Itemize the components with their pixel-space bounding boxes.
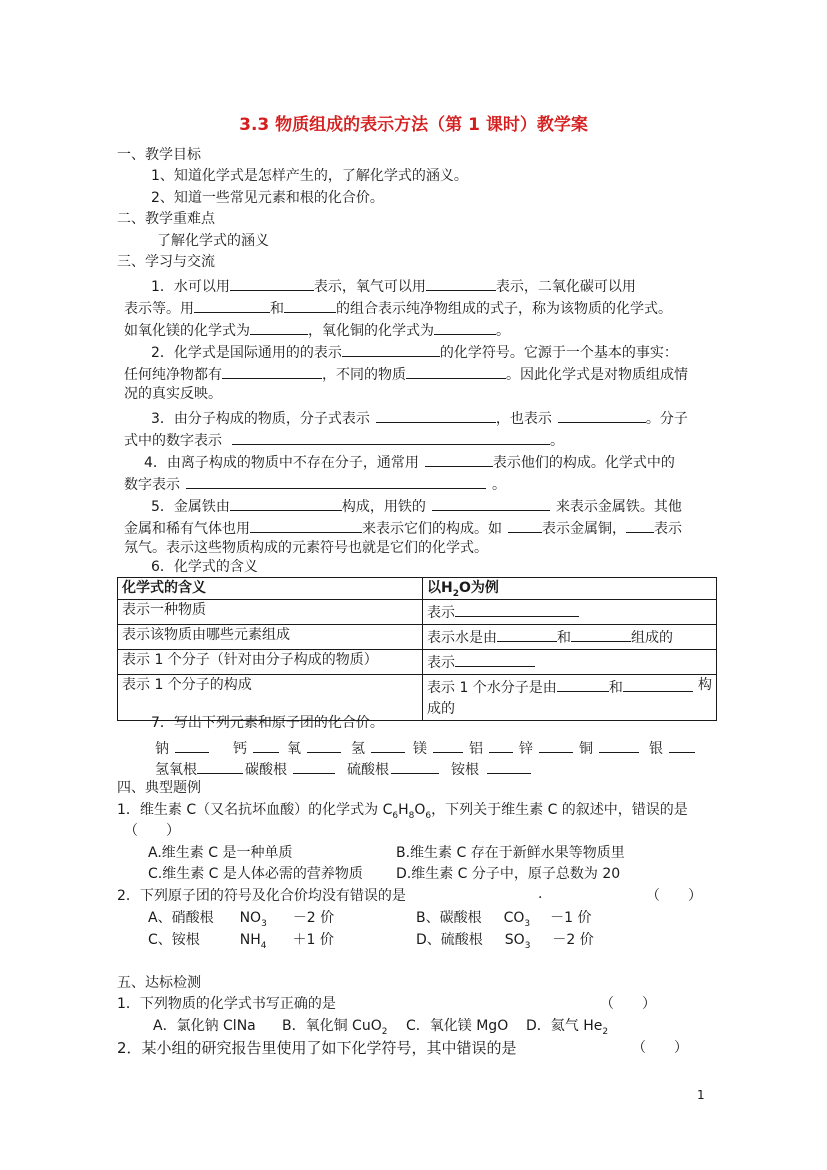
option-d[interactable]: D．氦气 $He_2$	[526, 1018, 609, 1037]
fill-blank[interactable]	[376, 406, 496, 423]
fill-blank[interactable]	[626, 516, 654, 533]
table-header-cell: 化学式的含义	[118, 578, 423, 600]
study-paragraph-4-line: 数字表示 。	[124, 472, 506, 492]
element-label: 钠	[155, 741, 169, 757]
fill-blank[interactable]	[571, 625, 631, 642]
fill-blank[interactable]	[222, 362, 322, 379]
option-a[interactable]: A．氯化钠 ClNa	[153, 1018, 256, 1034]
valence-groups-line	[155, 757, 531, 777]
section-heading-key-points: 二、教学重难点	[117, 211, 215, 227]
answer-paren: （ ）	[600, 996, 656, 1012]
study-paragraph-1-line: 如氧化镁的化学式为 ，氧化铜的化学式为 。	[124, 318, 510, 338]
option-d[interactable]: D.维生素 C 分子中，原子总数为 20	[396, 866, 621, 882]
answer-paren: （ ）	[646, 888, 702, 904]
table-header-cell: 以$H_2O$为例	[423, 578, 717, 600]
study-paragraph-4-line: 4．由离子构成的物质中不存在分子，通常用 表示他们的构成。化学式中的	[144, 450, 675, 470]
fill-blank[interactable]	[508, 516, 542, 533]
formula-meaning-table	[117, 577, 717, 721]
fill-blank[interactable]	[434, 318, 496, 335]
section-heading-examples: 四、典型题例	[117, 780, 201, 796]
table-cell: 表示 1 个分子（针对由分子构成的物质）	[118, 650, 423, 675]
element-label: 氧	[287, 741, 301, 757]
fill-blank[interactable]	[284, 296, 336, 313]
fill-blank[interactable]	[558, 406, 646, 423]
assessment-question-1-stem: 1．下列物质的化学式书写正确的是	[117, 996, 336, 1012]
option-c[interactable]: C、铵根 $NH_4 +1$ 价	[148, 932, 334, 951]
fill-blank[interactable]	[250, 516, 362, 533]
fill-blank[interactable]	[455, 650, 535, 667]
table-cell: 表示一种物质	[118, 600, 423, 625]
key-point-text: 了解化学式的涵义	[157, 233, 269, 249]
group-label: 铵根	[451, 762, 479, 778]
fill-blank[interactable]	[455, 600, 579, 617]
answer-paren: （ ）	[632, 1040, 688, 1056]
study-paragraph-5-line: 金属和稀有气体也用 来表示它们的构成。如 表示金属铜， 表示	[124, 516, 682, 536]
option-c[interactable]: C．氧化镁 MgO	[406, 1018, 509, 1034]
option-b[interactable]: B、碳酸根 $CO_3 -1$ 价	[416, 910, 592, 929]
fill-blank[interactable]	[197, 757, 243, 774]
fill-blank[interactable]	[539, 736, 573, 753]
page-number: 1	[697, 1088, 705, 1102]
fill-blank[interactable]	[230, 274, 314, 291]
formula-meaning-heading: 6．化学式的含义	[151, 559, 258, 575]
element-label: 锌	[519, 741, 533, 757]
fill-blank[interactable]	[425, 450, 493, 467]
fill-blank[interactable]	[426, 274, 496, 291]
table-row	[118, 650, 717, 675]
fill-blank[interactable]	[406, 362, 506, 379]
study-paragraph-1-line: 1．水可以用 表示，氧气可以用 表示，二氧化碳可以用	[151, 274, 636, 294]
fill-blank[interactable]	[489, 736, 513, 753]
option-a[interactable]: A、硝酸根 $NO_3 -2$ 价	[148, 910, 335, 929]
study-paragraph-2-line: 2．化学式是国际通用的的表示 的化学符号。它源于一个基本的事实：	[151, 340, 678, 360]
answer-paren: （ ）	[124, 823, 180, 839]
stray-dot: .	[538, 886, 543, 902]
element-label: 银	[649, 741, 663, 757]
fill-blank[interactable]	[253, 736, 279, 753]
fill-blank[interactable]	[623, 675, 693, 692]
fill-blank[interactable]	[232, 428, 550, 445]
element-label: 钙	[233, 741, 247, 757]
fill-blank[interactable]	[599, 736, 639, 753]
fill-blank[interactable]	[230, 494, 342, 511]
objective-item: 1、知道化学式是怎样产生的，了解化学式的涵义。	[151, 168, 468, 184]
section-heading-objectives: 一、教学目标	[117, 147, 201, 163]
example-question-1-stem: 1．维生素 C（又名抗坏血酸）的化学式为 $C_6H_8O_6$，下列关于维生素 C 的叙述中，错误的是	[117, 802, 688, 821]
assessment-question-2-stem: 2．某小组的研究报告里使用了如下化学符号，其中错误的是	[117, 1039, 517, 1057]
example-question-2-stem: 2．下列原子团的符号及化合价均没有错误的是	[117, 888, 406, 904]
fill-blank[interactable]	[669, 736, 695, 753]
section-heading-assessment: 五、达标检测	[117, 975, 201, 991]
element-label: 镁	[413, 741, 427, 757]
option-d[interactable]: D、硫酸根 $SO_3 -2$ 价	[416, 932, 594, 951]
study-paragraph-1-line: 表示等。用 和 的组合表示纯净物组成的式子，称为该物质的化学式。	[124, 296, 672, 316]
group-label: 硫酸根	[347, 762, 389, 778]
study-paragraph-5-line: 氖气。表示这些物质构成的元素符号也就是它们的化学式。	[124, 540, 488, 556]
fill-blank[interactable]	[194, 296, 270, 313]
fill-blank[interactable]	[391, 757, 439, 774]
objective-item: 2、知道一些常见元素和根的化合价。	[151, 190, 384, 206]
table-row	[118, 625, 717, 650]
table-cell: 表示水是由 和 组成的	[423, 625, 717, 650]
valence-question-heading: 7．写出下列元素和原子团的化合价。	[151, 715, 384, 731]
study-paragraph-3-line: 式中的数字表示 。	[124, 428, 564, 448]
section-heading-study: 三、学习与交流	[117, 254, 215, 270]
fill-blank[interactable]	[342, 340, 440, 357]
option-c[interactable]: C.维生素 C 是人体必需的营养物质	[148, 866, 363, 882]
fill-blank[interactable]	[432, 494, 550, 511]
element-label: 铝	[469, 741, 483, 757]
fill-blank[interactable]	[433, 736, 463, 753]
valence-elements-line	[155, 736, 695, 756]
table-cell: 表示	[423, 600, 717, 625]
fill-blank[interactable]	[557, 675, 609, 692]
fill-blank[interactable]	[487, 757, 531, 774]
fill-blank[interactable]	[497, 625, 557, 642]
fill-blank[interactable]	[307, 736, 341, 753]
group-label: 氢氧根	[155, 762, 197, 778]
table-cell: 表示	[423, 650, 717, 675]
study-paragraph-3-line: 3．由分子构成的物质，分子式表示 ，也表示 。分子	[151, 406, 688, 426]
group-label: 碳酸根	[245, 762, 287, 778]
fill-blank[interactable]	[371, 736, 405, 753]
study-paragraph-2-line: 任何纯净物都有 ，不同的物质 。因此化学式是对物质组成情	[124, 362, 688, 382]
table-header-row	[118, 578, 717, 600]
fill-blank[interactable]	[186, 472, 486, 489]
option-a[interactable]: A.维生素 C 是一种单质	[148, 845, 293, 861]
study-paragraph-2-line: 况的真实反映。	[124, 386, 222, 402]
fill-blank[interactable]	[293, 757, 335, 774]
option-b[interactable]: B．氧化铜 CuO$_2$	[282, 1018, 388, 1037]
fill-blank[interactable]	[175, 736, 209, 753]
fill-blank[interactable]	[250, 318, 308, 335]
element-label: 氢	[351, 741, 365, 757]
study-paragraph-5-line: 5．金属铁由 构成，用铁的 来表示金属铁。其他	[151, 494, 682, 514]
table-cell: 表示该物质由哪些元素组成	[118, 625, 423, 650]
table-row	[118, 600, 717, 625]
table-cell: 表示 1 个水分子是由 和 构 成的	[423, 675, 717, 721]
document-title: 3.3 物质组成的表示方法（第 1 课时）教学案	[239, 115, 588, 135]
table-cell: 表示 1 个分子的构成	[118, 675, 423, 721]
element-label: 铜	[579, 741, 593, 757]
option-b[interactable]: B.维生素 C 存在于新鲜水果等物质里	[396, 845, 625, 861]
